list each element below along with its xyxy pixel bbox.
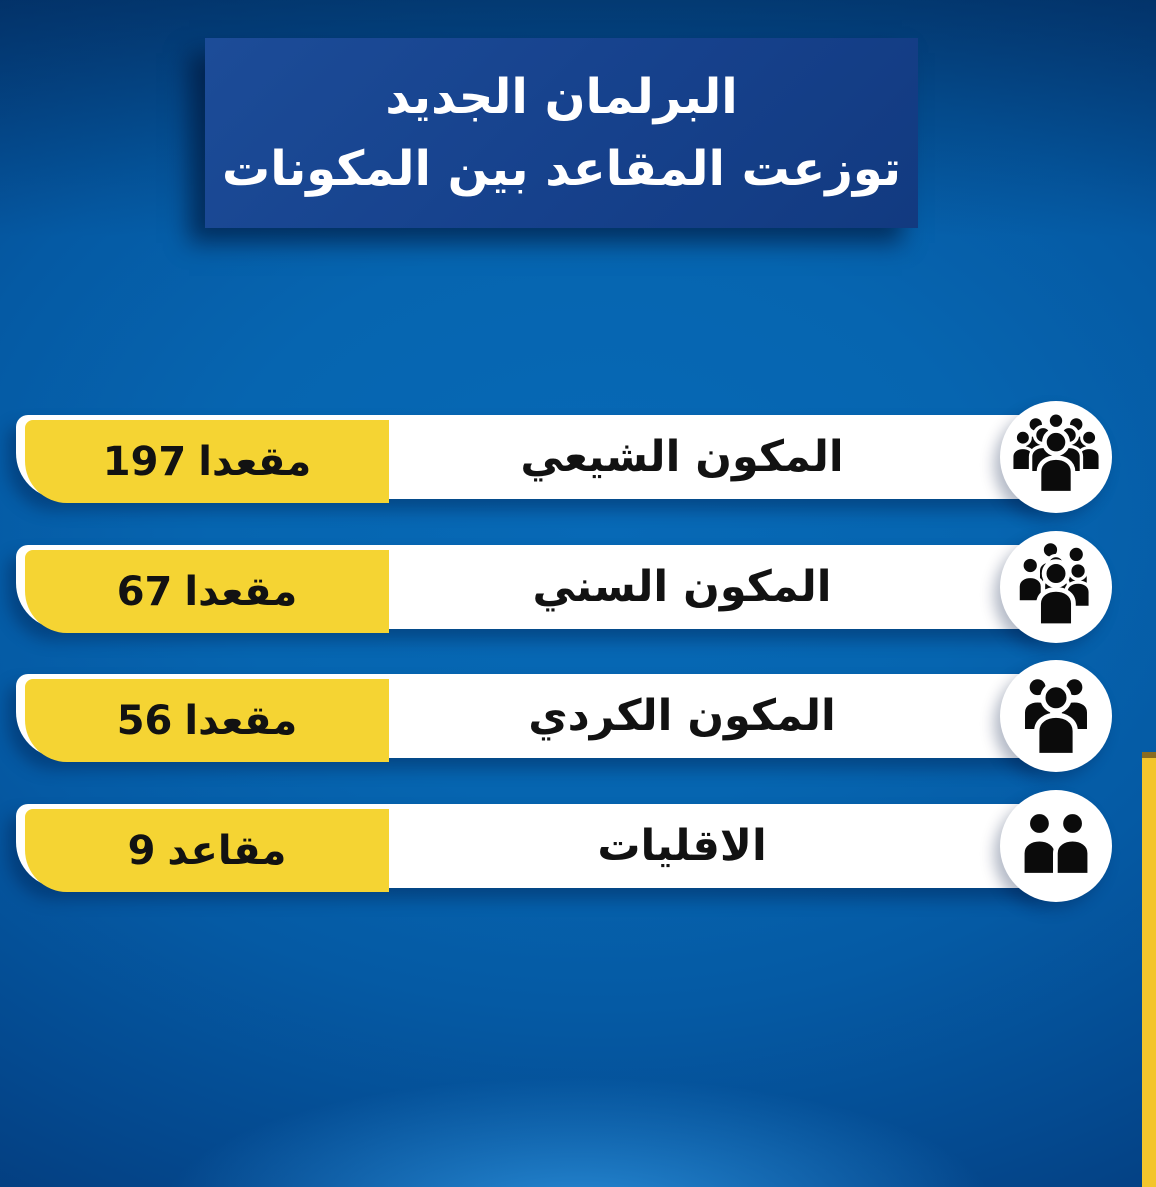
- large-crowd-people-icon: [1010, 411, 1102, 503]
- seat-count-badge: [25, 420, 389, 503]
- component-bar: [16, 545, 1058, 629]
- icon-circle: [1000, 401, 1112, 513]
- component-name: المكون الشيعي: [520, 432, 844, 482]
- component-row: [16, 545, 1112, 629]
- component-bar: [16, 804, 1058, 888]
- icon-circle: [1000, 790, 1112, 902]
- component-name: المكون الكردي: [528, 691, 836, 741]
- component-row: [16, 804, 1112, 888]
- seat-distribution-list: [16, 415, 1112, 890]
- component-bar: [16, 674, 1058, 758]
- title-box: [205, 38, 918, 228]
- seat-count-badge: [25, 679, 389, 762]
- icon-circle: [1000, 660, 1112, 772]
- seat-count-badge: [25, 550, 389, 633]
- icon-circle: [1000, 531, 1112, 643]
- three-people-icon: [1010, 670, 1102, 762]
- seat-count-unit: مقاعد: [167, 827, 287, 874]
- seat-count-unit: مقعدا: [184, 697, 298, 744]
- two-people-icon: [1010, 800, 1102, 892]
- seat-count-unit: مقعدا: [198, 438, 312, 485]
- seat-count-number: 56: [116, 697, 173, 744]
- component-name: المكون السني: [532, 562, 832, 612]
- component-row: [16, 415, 1112, 499]
- medium-crowd-people-icon: [1010, 541, 1102, 633]
- seat-count-badge: [25, 809, 389, 892]
- component-name: الاقليات: [597, 821, 767, 871]
- component-bar: [16, 415, 1058, 499]
- right-edge-yellow-strip: [1142, 752, 1156, 1187]
- component-row: [16, 674, 1112, 758]
- title-line-1: البرلمان الجديد: [385, 69, 738, 125]
- seat-count-number: 67: [116, 568, 173, 615]
- seat-count-number: 197: [102, 438, 187, 485]
- seat-count-unit: مقعدا: [184, 568, 298, 615]
- title-line-2: توزعت المقاعد بين المكونات: [222, 141, 901, 197]
- seat-count-number: 9: [127, 827, 156, 874]
